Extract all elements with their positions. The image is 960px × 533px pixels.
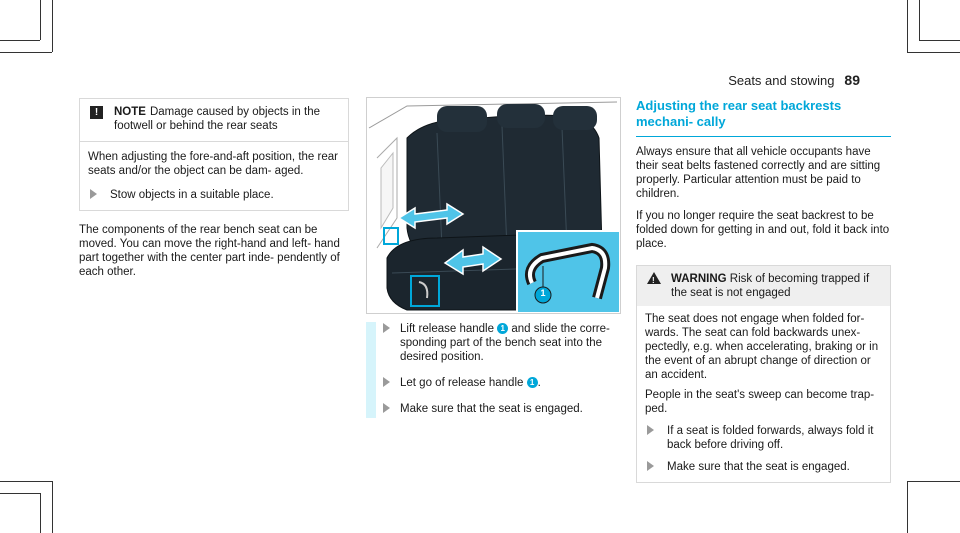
warning-header bbox=[637, 266, 890, 306]
warning-step bbox=[645, 424, 882, 452]
rear-bench-seat-icon bbox=[367, 98, 620, 313]
note-step bbox=[88, 188, 340, 202]
warning-triangle-icon bbox=[647, 272, 661, 284]
crop-mark bbox=[40, 0, 41, 40]
note-body bbox=[80, 141, 348, 210]
step-text: and slide the corre- sponding part of the bench seat into the desired position. bbox=[400, 323, 610, 363]
page-header bbox=[728, 72, 860, 88]
section-title: Seats and stowing bbox=[728, 73, 835, 88]
rear-seat-illustration bbox=[366, 97, 621, 314]
warning-box bbox=[636, 265, 891, 483]
page-number: 89 bbox=[844, 72, 860, 88]
note-header bbox=[80, 99, 348, 141]
arrow-icon bbox=[90, 189, 97, 199]
crop-mark bbox=[919, 40, 960, 41]
warning-text: People in the seat's sweep can become trap- ped. bbox=[645, 389, 875, 415]
crop-mark bbox=[907, 481, 960, 482]
step-engaged bbox=[366, 402, 619, 416]
crop-mark bbox=[52, 481, 53, 533]
arrow-icon bbox=[383, 377, 390, 387]
intro-paragraph: The components of the rear bench seat can be moved. You can move the right-hand and left- hand part together with the center part inde- pendently of each other. bbox=[79, 224, 340, 278]
crop-mark bbox=[0, 493, 40, 494]
step-text: . bbox=[537, 377, 541, 389]
callout-badge: 1 bbox=[497, 323, 508, 334]
section-heading: Adjusting the rear seat backrests mechani- cally bbox=[636, 98, 891, 137]
note-text: When adjusting the fore-and-aft position, the rear seats and/or the object can be dam- aged. bbox=[88, 151, 338, 177]
crop-mark bbox=[52, 0, 53, 52]
step-lift-handle bbox=[366, 322, 619, 364]
arrow-icon bbox=[647, 425, 654, 435]
note-step-text: Stow objects in a suitable place. bbox=[110, 189, 274, 201]
exclamation-icon: ! bbox=[90, 106, 103, 119]
crop-mark bbox=[40, 493, 41, 533]
crop-mark bbox=[919, 0, 920, 40]
warning-label: WARNING bbox=[671, 273, 727, 285]
warning-body bbox=[637, 306, 890, 482]
arrow-icon bbox=[647, 461, 654, 471]
paragraph: Always ensure that all vehicle occupants have their seat belts fastened correctly and are sitting properly. Particular attention must be paid to children. bbox=[636, 146, 881, 200]
crop-mark bbox=[0, 481, 52, 482]
crop-mark bbox=[0, 40, 40, 41]
step-text: Make sure that the seat is engaged. bbox=[667, 461, 850, 473]
middle-steps bbox=[366, 322, 619, 428]
paragraph: If you no longer require the seat backrest to be folded down for getting in and out, fold it back into place. bbox=[636, 210, 890, 250]
note-box bbox=[79, 98, 349, 211]
step-text: Let go of release handle bbox=[400, 377, 527, 389]
warning-icon-glyph: ! bbox=[652, 276, 655, 285]
arrow-icon bbox=[383, 323, 390, 333]
step-text: Lift release handle bbox=[400, 323, 498, 335]
warning-title: Risk of becoming trapped if the seat is not engaged bbox=[671, 273, 870, 299]
note-title: Damage caused by objects in the footwell or behind the rear seats bbox=[114, 106, 320, 132]
crop-mark bbox=[907, 0, 908, 52]
warning-step bbox=[645, 460, 882, 474]
crop-mark bbox=[907, 52, 960, 53]
step-text: If a seat is folded forwards, always fold it back before driving off. bbox=[667, 425, 874, 451]
figure-callout: 1 bbox=[540, 288, 546, 298]
crop-mark bbox=[907, 481, 908, 533]
left-column bbox=[79, 98, 349, 279]
callout-badge: 1 bbox=[527, 377, 538, 388]
step-text: Make sure that the seat is engaged. bbox=[400, 403, 583, 415]
crop-mark bbox=[0, 52, 52, 53]
note-label: NOTE bbox=[114, 106, 146, 118]
step-let-go bbox=[366, 376, 619, 390]
warning-text: The seat does not engage when folded for- wards. The seat can fold backwards unex- pectedly, e.g. when accelerating, braking or in the event of an abrupt change of direction or an accident. bbox=[645, 313, 879, 381]
right-column bbox=[636, 98, 891, 483]
arrow-icon bbox=[383, 403, 390, 413]
